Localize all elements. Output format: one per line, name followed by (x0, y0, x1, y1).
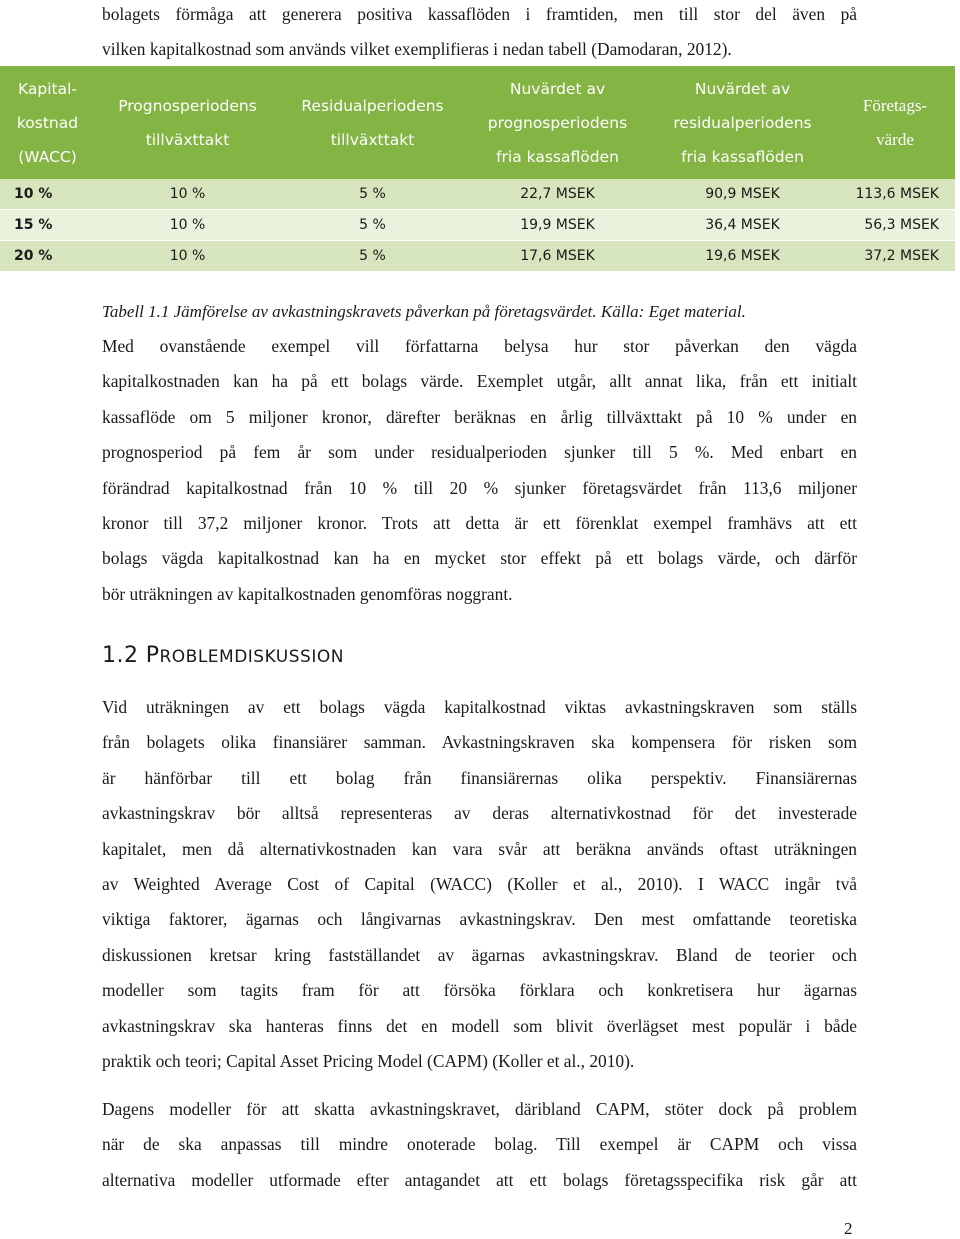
wacc-comparison-table (0, 66, 955, 271)
header-cell-residual-growth: Residualperiodens tillväxttakt (280, 66, 465, 179)
text-line: vilken kapitalkostnad som används vilket exemplifieras i nedan tabell (Damodaran, 2012). (102, 39, 732, 60)
table-row (0, 179, 955, 210)
section-title: PROBLEMDISKUSSION (145, 643, 344, 668)
text-line: kassaflöde om 5 miljoner kronor, därefter beräknas en årlig tillväxttakt på 10 % under en (102, 406, 857, 427)
table-cell: 5 % (280, 210, 465, 241)
problem-paragraph (102, 690, 857, 1079)
header-cell-wacc: Kapital- kostnad (WACC) (0, 66, 95, 179)
text-line: avkastningskrav ska hanteras finns det en modell som blivit överlägset mest populär i både (102, 1015, 857, 1036)
table-cell: 113,6 MSEK (835, 179, 955, 210)
table-row (0, 210, 955, 241)
models-paragraph (102, 1092, 857, 1198)
text-line: alternativa modeller utformade efter antagandet att ett bolags företagsspecifika risk går att (102, 1169, 857, 1190)
table-cell: 19,6 MSEK (650, 241, 835, 272)
text-line: kapitalkostnaden kan ha på ett bolags värde. Exemplet utgår, allt annat lika, från ett initialt (102, 371, 857, 392)
header-cell-pv-forecast: Nuvärdet av prognosperiodens fria kassaflöden (465, 66, 650, 179)
text-line: bolagets förmåga att generera positiva kassaflöden i framtiden, men till stor del även på (102, 4, 857, 24)
text-line: diskussionen kretsar kring fastställandet av ägarnas avkastningskrav. Bland de teorier och (102, 944, 857, 965)
table-cell: 36,4 MSEK (650, 210, 835, 241)
text-line: bör uträkningen av kapitalkostnaden genomföras noggrant. (102, 583, 513, 604)
table-cell: 20 % (0, 241, 95, 272)
intro-paragraph (102, 0, 857, 68)
text-line: bolags vägda kapitalkostnad kan ha en mycket stor effekt på ett bolags värde, och därför (102, 548, 857, 569)
table-cell: 5 % (280, 241, 465, 272)
table-cell: 56,3 MSEK (835, 210, 955, 241)
text-line: förändrad kapitalkostnad från 10 % till 20 % sjunker företagsvärdet från 113,6 miljoner (102, 477, 857, 498)
text-line: viktiga faktorer, ägarnas och långivarnas avkastningskrav. Den mest omfattande teoretiska (102, 909, 857, 930)
table-caption: Tabell 1.1 Jämförelse av avkastningskravets påverkan på företagsvärdet. Källa: Eget material. (102, 302, 746, 321)
table-cell: 10 % (95, 210, 280, 241)
page-number: 2 (844, 1219, 853, 1238)
table-cell: 19,9 MSEK (465, 210, 650, 241)
text-line: från bolagets olika finansiärer samman. Avkastningskraven ska kompensera för risken som (102, 732, 857, 753)
text-line: Dagens modeller för att skatta avkastningskravet, däribland CAPM, stöter dock på problem (102, 1099, 857, 1119)
example-paragraph (102, 329, 857, 612)
header-cell-enterprise-value: Företags- värde (835, 66, 955, 179)
text-line: praktik och teori; Capital Asset Pricing Model (CAPM) (Koller et al., 2010). (102, 1051, 635, 1072)
table-cell: 90,9 MSEK (650, 179, 835, 210)
text-line: Med ovanstående exempel vill författarna belysa hur stor påverkan den vägda (102, 336, 857, 356)
table-header-row (0, 66, 955, 179)
header-cell-forecast-growth: Prognosperiodens tillväxttakt (95, 66, 280, 179)
text-line: är hänförbar till ett bolag från finansiärernas olika perspektiv. Finansiärernas (102, 767, 857, 788)
text-line: avkastningskrav bör alltså representeras av deras alternativkostnad för det investerade (102, 803, 857, 824)
text-line: kronor till 37,2 miljoner kronor. Trots att detta är ett förenklat exempel framhävs att ett (102, 513, 857, 534)
text-line: när de ska anpassas till mindre onoterade bolag. Till exempel är CAPM och vissa (102, 1134, 857, 1155)
section-heading (102, 643, 344, 668)
header-cell-pv-residual: Nuvärdet av residualperiodens fria kassaflöden (650, 66, 835, 179)
table-cell: 5 % (280, 179, 465, 210)
table-cell: 10 % (95, 241, 280, 272)
table-row (0, 241, 955, 272)
table-cell: 37,2 MSEK (835, 241, 955, 272)
text-line: prognosperiod på fem år som under residualperioden sjunker till 5 %. Med enbart en (102, 442, 857, 463)
text-line: Vid uträkningen av ett bolags vägda kapitalkostnad viktas avkastningskraven som ställs (102, 697, 857, 717)
table-cell: 10 % (0, 179, 95, 210)
table-cell: 10 % (95, 179, 280, 210)
text-line: kapitalet, men då alternativkostnaden kan vara svår att beräkna används oftast uträkningen (102, 838, 857, 859)
table-cell: 15 % (0, 210, 95, 241)
table-cell: 17,6 MSEK (465, 241, 650, 272)
text-line: modeller som tagits fram för att försöka förklara och konkretisera hur ägarnas (102, 980, 857, 1001)
table-cell: 22,7 MSEK (465, 179, 650, 210)
section-number: 1.2 (102, 643, 139, 668)
text-line: av Weighted Average Cost of Capital (WACC) (Koller et al., 2010). I WACC ingår två (102, 874, 857, 895)
